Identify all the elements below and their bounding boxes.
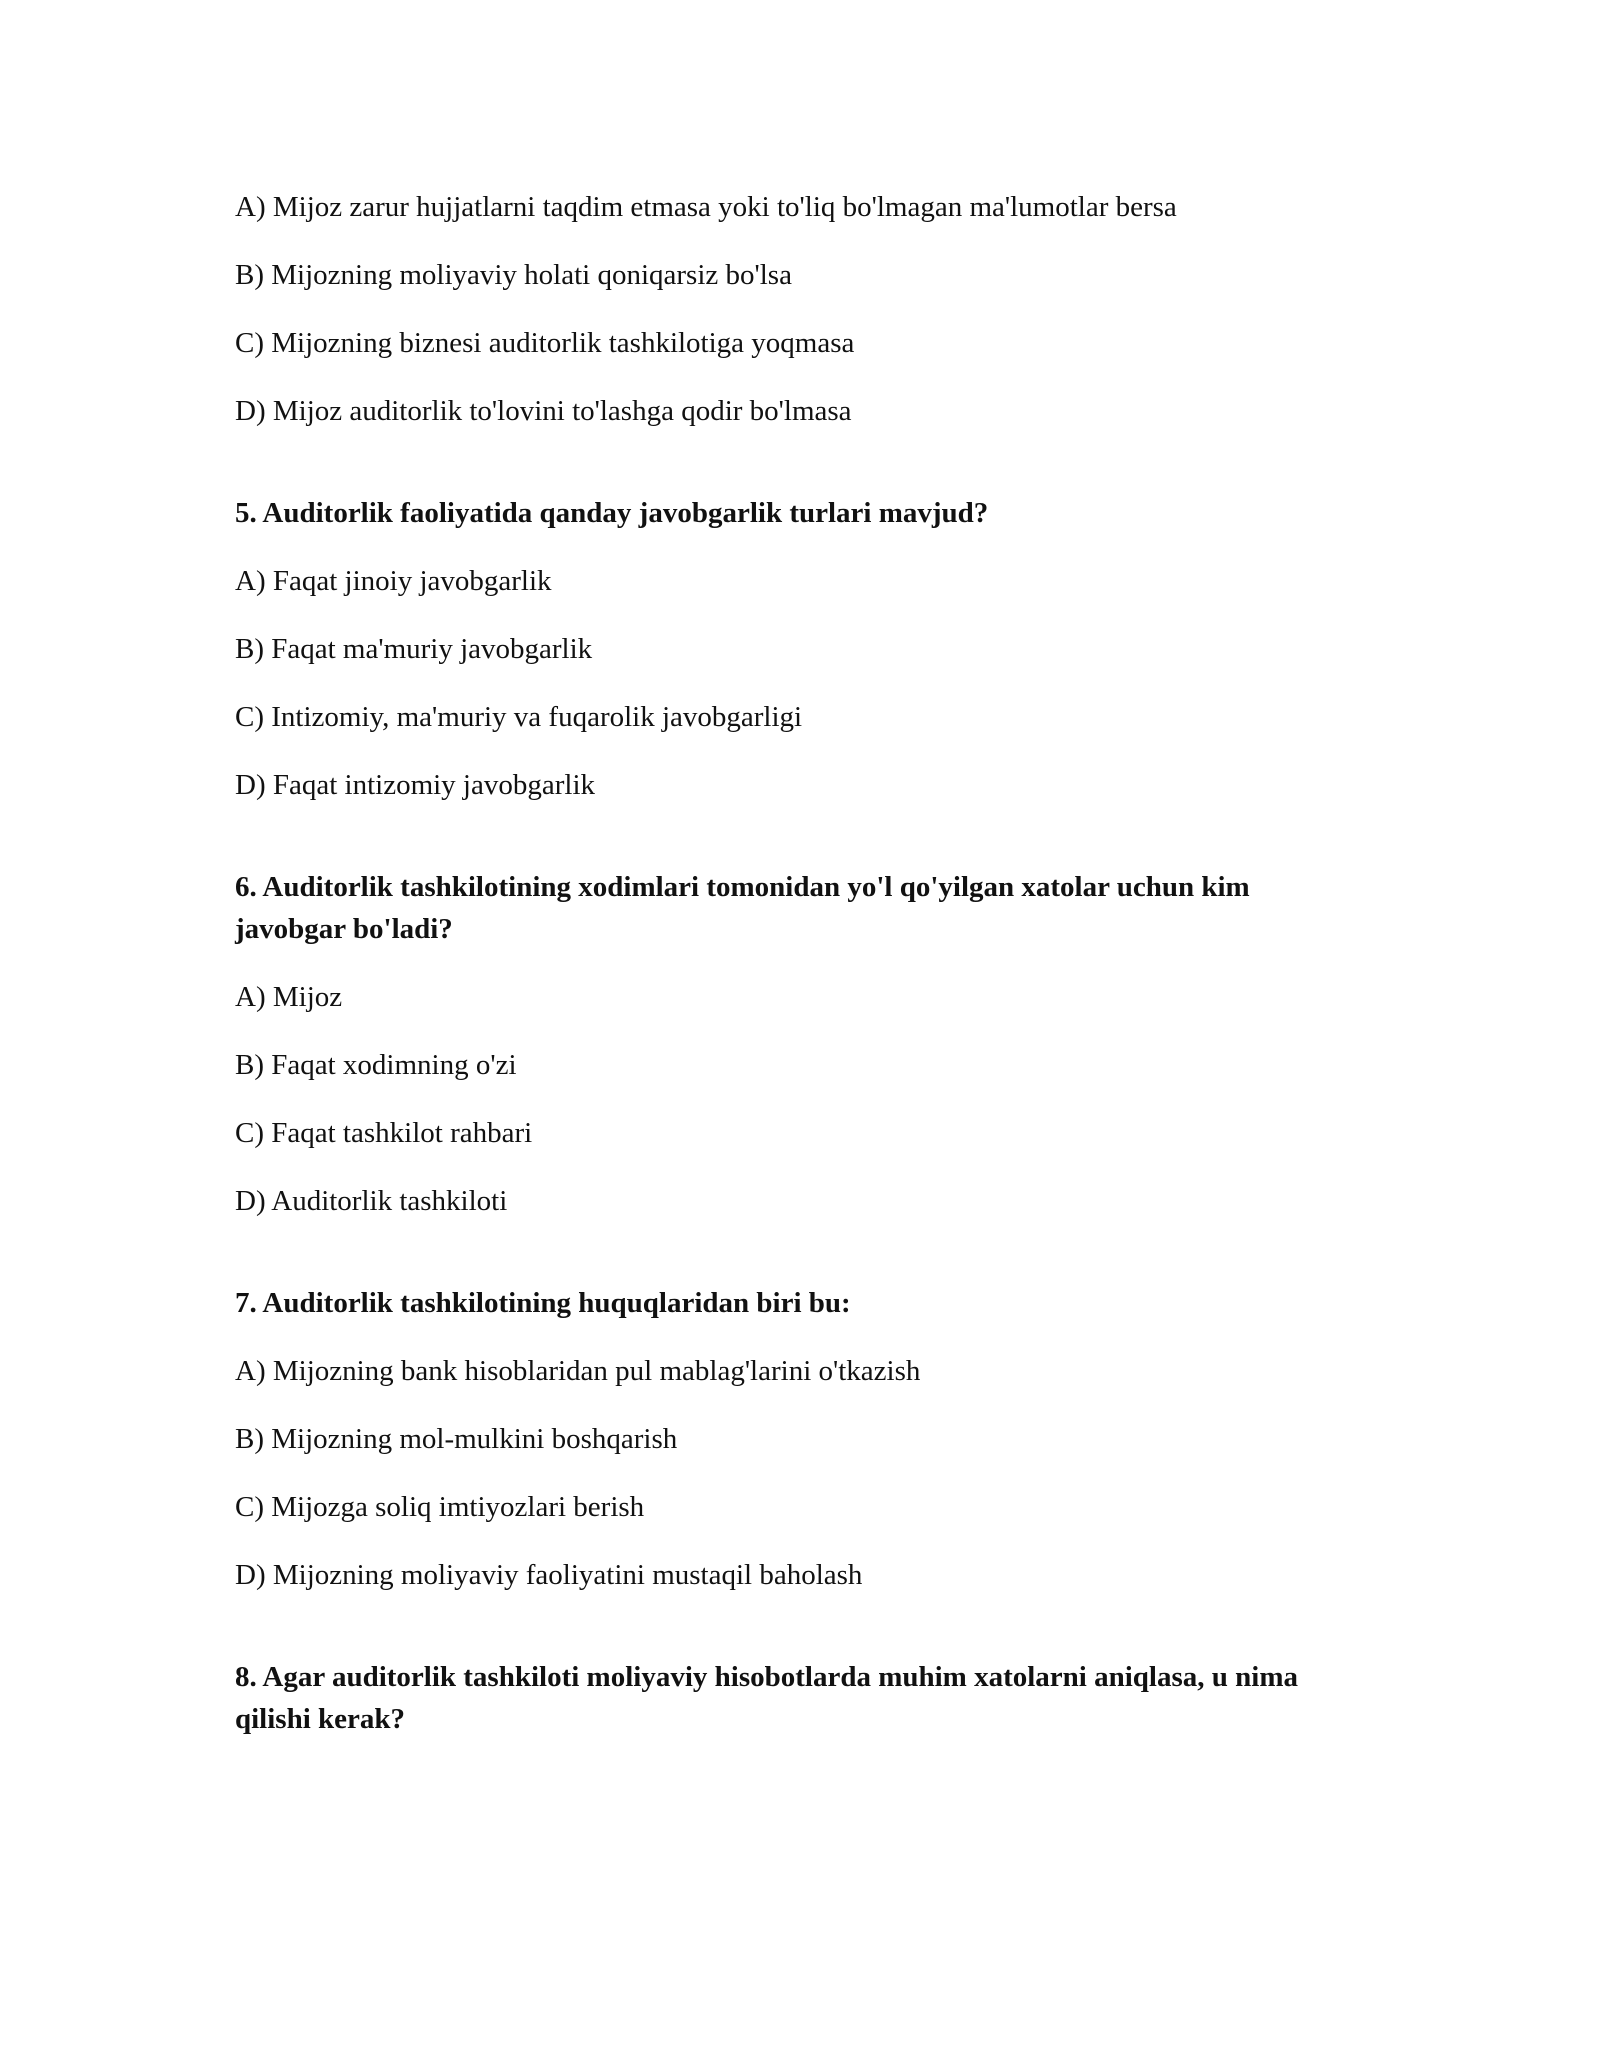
question-heading: 6. Auditorlik tashkilotining xodimlari tomonidan yo'l qo'yilgan xatolar uchun kim javobgar bo'ladi? bbox=[235, 871, 1250, 945]
answer-option-a: A) Mijoz bbox=[235, 981, 343, 1013]
answer-option-a: A) Faqat jinoiy javobgarlik bbox=[235, 565, 552, 597]
answer-option-c: C) Mijozning biznesi auditorlik tashkilotiga yoqmasa bbox=[235, 327, 855, 359]
question-block-6 bbox=[235, 866, 1365, 1222]
answer-option-b: B) Faqat xodimning o'zi bbox=[235, 1049, 517, 1081]
answer-option-c: C) Mijozga soliq imtiyozlari berish bbox=[235, 1491, 645, 1523]
answer-option-d: D) Mijoz auditorlik to'lovini to'lashga qodir bo'lmasa bbox=[235, 395, 852, 427]
document-content bbox=[235, 186, 1365, 1740]
answer-option-d: D) Mijozning moliyaviy faoliyatini mustaqil baholash bbox=[235, 1559, 863, 1591]
answer-option-b: B) Faqat ma'muriy javobgarlik bbox=[235, 633, 593, 665]
question-heading: 5. Auditorlik faoliyatida qanday javobgarlik turlari mavjud? bbox=[235, 497, 989, 529]
answer-option-c: C) Faqat tashkilot rahbari bbox=[235, 1117, 533, 1149]
answer-option-b: B) Mijozning moliyaviy holati qoniqarsiz bo'lsa bbox=[235, 259, 792, 291]
answer-option-a: A) Mijoz zarur hujjatlarni taqdim etmasa yoki to'liq bo'lmagan ma'lumotlar bersa bbox=[235, 191, 1177, 223]
answer-option-a: A) Mijozning bank hisoblaridan pul mablag'larini o'tkazish bbox=[235, 1355, 921, 1387]
question-heading: 8. Agar auditorlik tashkiloti moliyaviy hisobotlarda muhim xatolarni aniqlasa, u nima qilishi kerak? bbox=[235, 1661, 1298, 1735]
question-block-5 bbox=[235, 492, 1365, 806]
answer-option-d: D) Faqat intizomiy javobgarlik bbox=[235, 769, 596, 801]
question-block-7 bbox=[235, 1282, 1365, 1596]
answer-option-c: C) Intizomiy, ma'muriy va fuqarolik javobgarligi bbox=[235, 701, 803, 733]
answer-option-b: B) Mijozning mol-mulkini boshqarish bbox=[235, 1423, 678, 1455]
answer-option-d: D) Auditorlik tashkiloti bbox=[235, 1185, 508, 1217]
question-block-4-continued bbox=[235, 186, 1365, 432]
question-heading: 7. Auditorlik tashkilotining huquqlaridan biri bu: bbox=[235, 1287, 851, 1319]
question-block-8 bbox=[235, 1656, 1365, 1740]
